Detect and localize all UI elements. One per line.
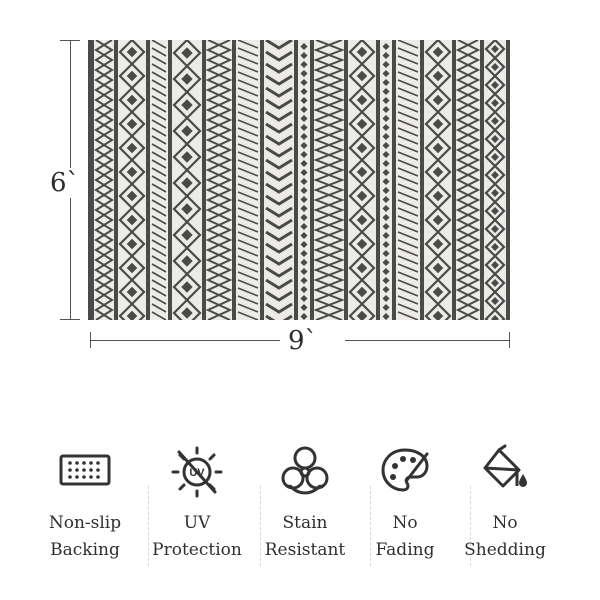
- rug-stripe: [392, 40, 396, 320]
- rug-background: [88, 40, 510, 320]
- uv-protection-icon: [169, 442, 225, 498]
- feature-label-line1: No: [392, 513, 418, 533]
- feature-label: [30, 510, 140, 564]
- feature-label-line2: Protection: [152, 540, 242, 560]
- feature-label: [350, 510, 460, 564]
- paint-bucket-icon: [477, 442, 533, 498]
- rug-stripe: [88, 40, 94, 320]
- height-label: 6`: [50, 168, 80, 198]
- rug-stripe: [232, 40, 236, 320]
- feature-no-shedding: [450, 430, 560, 580]
- width-dimension-tick-left: [90, 332, 91, 348]
- width-dimension-tick-right: [509, 332, 510, 348]
- feature-label: [250, 510, 360, 564]
- height-dimension-tick-bottom: [60, 319, 80, 320]
- feature-non-slip-backing: [30, 430, 140, 580]
- rug-image: [88, 40, 510, 320]
- feature-list: [30, 430, 590, 580]
- feature-uv-protection: [142, 430, 252, 580]
- rug-stripe: [146, 40, 150, 320]
- feature-label-line1: Non-slip: [48, 513, 122, 533]
- rug-stripe: [420, 40, 424, 320]
- feature-no-fading: [350, 430, 460, 580]
- feature-label-line1: UV: [183, 513, 211, 533]
- rug-stripe: [376, 40, 380, 320]
- height-dimension-tick-top: [60, 40, 80, 41]
- svg-text:UV: UV: [189, 467, 205, 479]
- rug-stripe: [294, 40, 298, 320]
- feature-stain-resistant: [250, 430, 360, 580]
- feature-label-line2: Shedding: [464, 540, 546, 560]
- rug-stripe: [480, 40, 484, 320]
- biohazard-icon: [277, 442, 333, 498]
- rug-stripe: [452, 40, 456, 320]
- rug-stripe: [260, 40, 264, 320]
- rug-stripe: [506, 40, 510, 320]
- palette-icon: [377, 442, 433, 498]
- non-slip-backing-icon: [57, 442, 113, 498]
- width-label: 9`: [288, 326, 318, 356]
- feature-label-line1: No: [492, 513, 518, 533]
- feature-label: [142, 510, 252, 564]
- width-dimension-line-right: [345, 340, 510, 341]
- rug-stripe: [114, 40, 118, 320]
- rug-stripe: [344, 40, 348, 320]
- feature-label: [450, 510, 560, 564]
- feature-label-line2: Fading: [375, 540, 435, 560]
- feature-label-line1: Stain: [282, 513, 328, 533]
- width-dimension-line-left: [90, 340, 280, 341]
- rug-stripe: [202, 40, 206, 320]
- rug-stripe: [168, 40, 172, 320]
- feature-label-line2: Resistant: [264, 540, 346, 560]
- feature-label-line2: Backing: [50, 540, 120, 560]
